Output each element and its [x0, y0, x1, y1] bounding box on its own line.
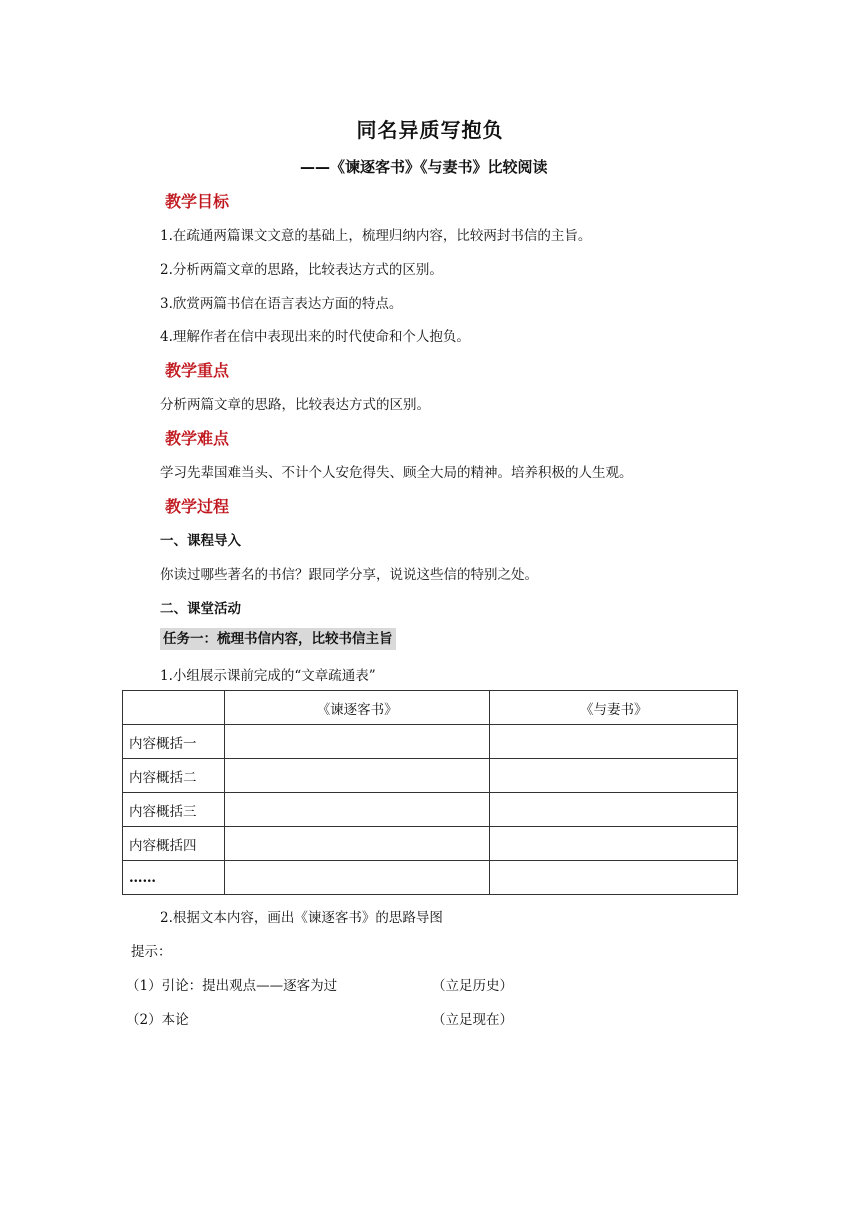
table-row — [123, 793, 738, 827]
table-cell — [224, 793, 490, 827]
process-heading: 教学过程 — [165, 497, 230, 516]
table-row — [123, 759, 738, 793]
table-row-label: 内容概括四 — [123, 827, 225, 861]
hint-tag: （立足现在） — [432, 1012, 513, 1028]
table-cell — [490, 827, 738, 861]
difficulty-text: 学习先辈国难当头、不计个人安危得失、顾全大局的精神。培养积极的人生观。 — [160, 465, 633, 481]
hint-tag: （立足历史） — [432, 978, 513, 994]
table-cell — [490, 861, 738, 895]
objective-item: 3.欣赏两篇书信在语言表达方面的特点。 — [160, 296, 403, 312]
hint-label: 提示： — [131, 944, 172, 960]
table-cell — [224, 759, 490, 793]
table-header-cell — [123, 691, 225, 725]
hint-item: （1）引论：提出观点——逐客为过 — [126, 978, 338, 994]
difficulty-heading: 教学难点 — [165, 429, 230, 448]
table-row-label: 内容概括二 — [123, 759, 225, 793]
objective-item: 4.理解作者在信中表现出来的时代使命和个人抱负。 — [160, 329, 470, 345]
table-cell — [224, 725, 490, 759]
table-row-label: 内容概括三 — [123, 793, 225, 827]
key-point-text: 分析两篇文章的思路，比较表达方式的区别。 — [160, 397, 430, 413]
document-title: 同名异质写抱负 — [356, 118, 504, 142]
table-header-row — [123, 691, 738, 725]
table-cell — [224, 827, 490, 861]
table-row — [123, 725, 738, 759]
table-cell — [490, 725, 738, 759]
objective-item: 2.分析两篇文章的思路，比较表达方式的区别。 — [160, 262, 443, 278]
part1-title: 一、课程导入 — [160, 533, 241, 549]
task1-highlight: 任务一：梳理书信内容，比较书信主旨 — [160, 628, 396, 650]
table-cell — [490, 759, 738, 793]
hint-item: （2）本论 — [126, 1012, 189, 1028]
table-cell — [490, 793, 738, 827]
table-row — [123, 827, 738, 861]
objectives-heading: 教学目标 — [165, 192, 230, 211]
table-cell — [224, 861, 490, 895]
part2-title: 二、课堂活动 — [160, 601, 241, 617]
table-row-label: …… — [123, 861, 225, 895]
table-header-cell: 《与妻书》 — [490, 691, 738, 725]
part1-text: 你读过哪些著名的书信？跟同学分享，说说这些信的特别之处。 — [160, 567, 538, 583]
table-row — [123, 861, 738, 895]
key-point-heading: 教学重点 — [165, 361, 230, 380]
document-subtitle: ——《谏逐客书》《与妻书》比较阅读 — [300, 158, 548, 176]
step2-text: 2.根据文本内容，画出《谏逐客书》的思路导图 — [160, 910, 443, 926]
table-row-label: 内容概括一 — [123, 725, 225, 759]
summary-table — [122, 690, 738, 895]
table-header-cell: 《谏逐客书》 — [224, 691, 490, 725]
objective-item: 1.在疏通两篇课文文意的基础上，梳理归纳内容，比较两封书信的主旨。 — [160, 228, 592, 244]
step1-text: 1.小组展示课前完成的“文章疏通表” — [160, 668, 376, 684]
